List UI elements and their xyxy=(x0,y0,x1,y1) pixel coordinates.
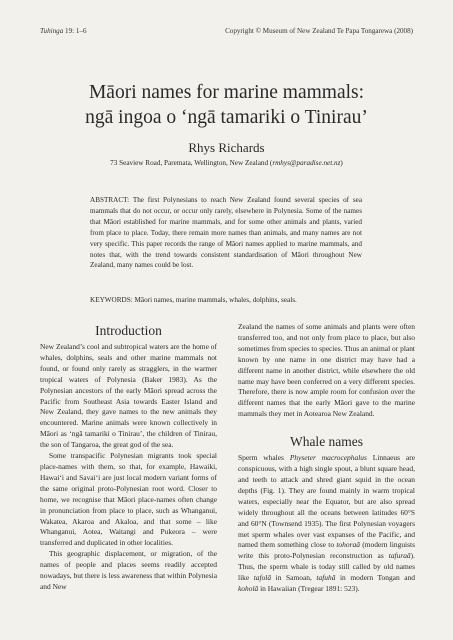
keywords xyxy=(90,295,362,306)
introduction-paragraph-1: New Zealand’s cool and subtropical waters are the home of whales, dolphins, seals and other marine mammals not found, or found only rarely as stragglers, in the warmer tropical waters of Polynesia (Baker 1983). As the Polynesian ancestors of the early Māori spread across the Pacific from Southeast Asia towards Easter Island and New Zealand, they gave names to the new animals they encountered. Marine animals were known collectively in Māori as ‘ngā tamariki o Tinirau’, the children of Tinirau, the son of Tangaroa, the great god of the sea. xyxy=(40,342,217,450)
title-line-1: Māori names for marine mammals: xyxy=(88,82,365,103)
address-close: ) xyxy=(340,159,343,167)
introduction-heading: Introduction xyxy=(95,323,162,338)
copyright-notice: Copyright © Museum of New Zealand Te Papa Tongarewa (2008) xyxy=(225,27,413,35)
text-run: in Hawaiian (Tregear 1891: 523). xyxy=(258,584,360,594)
author-address xyxy=(0,159,453,167)
author-email: rmhys@paradise.net.nz xyxy=(272,159,341,167)
article-title xyxy=(0,80,453,130)
abstract xyxy=(90,195,362,271)
text-run: Linnaeus are conspicuous, with a high single spout, a blunt square head, and teeth to attack and shred giant squid in the ocean depths (Fig. 1). They are found mainly in warm tropical waters, especially near the Equator, but are also spread widely throughout all the oceans between latitudes 60°S and 60°N (Townsend 1935). The first Polynesian voyagers met sperm whales over vast expanses of the Pacific, and named them something close to xyxy=(238,453,416,550)
running-head xyxy=(40,27,413,35)
maori-term: tafuhā xyxy=(316,573,336,583)
text-run: in modern Tongan and xyxy=(335,573,416,583)
text-run: in Samoan, xyxy=(271,573,317,583)
volume-pages: 19: 1–6 xyxy=(65,27,87,35)
keywords-text: Māori names, marine mammals, whales, dolphins, seals. xyxy=(134,296,297,304)
species-name: Physeter macrocephalus xyxy=(289,453,367,463)
introduction-paragraph-3: This geographic displacement, or migration, of the names of people and places seems readily accepted nowadays, but there is less awareness that within Polynesia and New xyxy=(40,549,217,591)
text-run: Sperm whales xyxy=(238,453,290,463)
introduction-paragraph-2: Some transpacific Polynesian migrants took special place-names with them, so that, for example, Hawaiki, Hawai‘i and Savai‘i are just local modern variant forms of the same original proto-Polynesian root word. Closer to home, we recognise that Māori place-names often change in pronunciation from place to place, such as Whanganui, Wakatea, Akaroa and Akaloa, and that some – like Whanganui, Aotea, Waitangi and Pukeora – were transferred and duplicated in other localities. xyxy=(40,451,217,548)
left-column xyxy=(40,322,217,593)
maori-term: tafuraā xyxy=(388,551,411,561)
address-text: 73 Seaview Road, Paremata, Wellington, New Zealand ( xyxy=(110,159,273,167)
title-line-2: ngā ingoa o ‘ngā tamariki o Tinirau’ xyxy=(85,107,368,128)
journal-citation xyxy=(40,27,87,35)
text-run: ). Thus, the sperm whale is today still called by old names like xyxy=(238,551,415,583)
maori-term: koholā xyxy=(238,584,259,594)
journal-name: Tuhinga xyxy=(40,27,64,35)
continuation-paragraph: Zealand the names of some animals and plants were often transferred too, and not only from place to place, but also sometimes from species to species. Thus an animal or plant known by one name in one district may have had a different name in another district, while elsewhere the old name may have been conferred on a very different species. Therefore, there is now ample room for confusion over the different names that the early Māori gave to the marine mammals they met in Aotearoa New Zealand. xyxy=(238,322,415,419)
whale-names-heading: Whale names xyxy=(289,434,364,450)
text-run: (modern linguists write this proto-Polynesian reconstruction as xyxy=(238,540,415,561)
whale-names-paragraph xyxy=(238,453,415,595)
maori-term: tohoraā xyxy=(336,540,360,550)
keywords-label: KEYWORDS: xyxy=(90,296,133,304)
abstract-label: ABSTRACT: xyxy=(90,196,130,204)
author-name: Rhys Richards xyxy=(188,140,265,155)
maori-term: tafolā xyxy=(253,573,272,583)
abstract-text: The first Polynesians to reach New Zealand found several species of sea mammals that do not occur, or occur only rarely, elsewhere in Polynesia. Some of the names that Māori established for marine mammals, and for some other animals and plants, varied from place to place. Today, there remain more names than animals, and many names are not very specific. This paper records the range of Māori names applied to marine mammals, and notes that, with the trend towards consistent standardisation of Māori throughout New Zealand, many names could be lost. xyxy=(90,196,363,270)
right-column xyxy=(238,322,415,595)
